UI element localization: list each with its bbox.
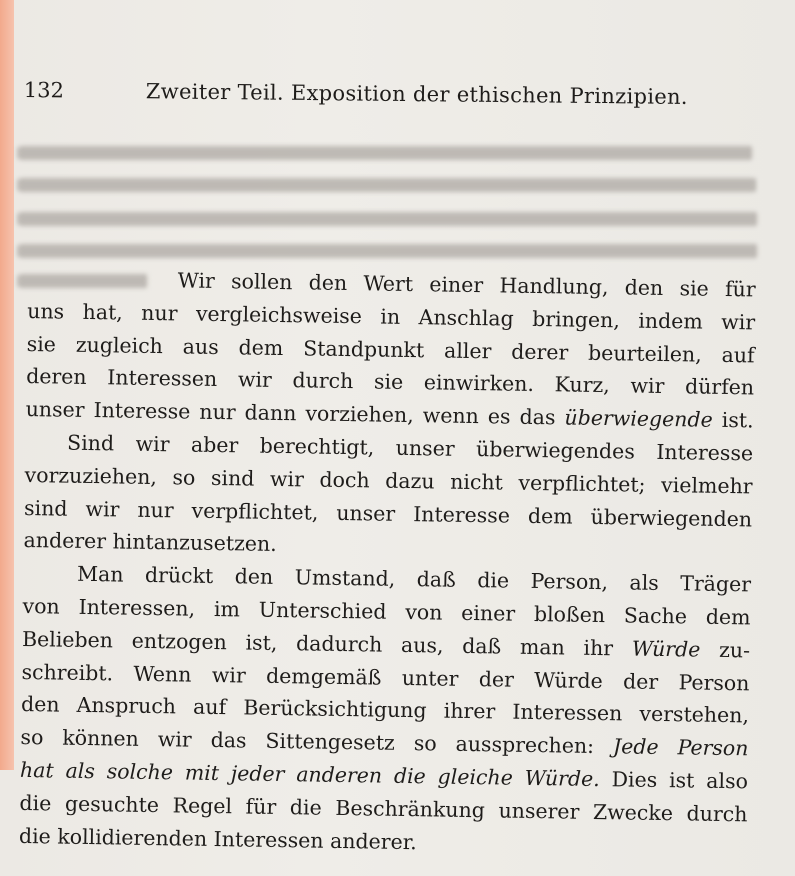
emphasis: Würde	[631, 636, 701, 662]
text-line: Belieben entzogen ist, dadurch aus, daß man ihr Würde zu-	[21, 626, 751, 663]
text-line: schreibt. Wenn wir demgemäß unter der Würde der Person	[21, 659, 750, 695]
paragraph-2	[23, 426, 753, 569]
text-line: die gesuchte Regel für die Beschränkung unserer Zwecke durch	[19, 790, 748, 827]
paragraph-1	[25, 262, 755, 437]
emphasis: Jede Person	[612, 734, 749, 761]
paragraph-3	[19, 557, 752, 864]
text-line: so können wir das Sittengesetz so aussprechen: Jede Person	[20, 725, 749, 761]
text-line: deren Interessen wir durch sie einwirken. Kurz, wir dürfen	[26, 364, 755, 400]
text-line: den Anspruch auf Berücksichtigung ihrer Interessen verstehen,	[20, 692, 750, 728]
body-text	[19, 262, 756, 864]
page-edge-highlight	[0, 0, 14, 770]
text-line: Sind wir aber berechtigt, unser überwiegendes Interesse	[66, 430, 754, 466]
running-head: Zweiter Teil. Exposition der ethischen Prinzipien.	[145, 79, 688, 109]
page-header	[24, 78, 764, 120]
blurred-line	[18, 146, 753, 160]
text-line: von Interessen, im Unterschied von einer bloßen Sache dem	[22, 593, 751, 630]
text-line: vorzuziehen, so sind wir doch dazu nicht verpflichtet; vielmehr	[24, 462, 753, 499]
text-line: hat als solche mit jeder anderen die gleiche Würde. Dies ist also	[19, 757, 749, 794]
text-line: unser Interesse nur dann vorziehen, wenn es das überwiegende ist.	[25, 397, 754, 433]
text-line: Wir sollen den Wert einer Handlung, den sie für	[177, 268, 756, 302]
text-line: anderer hintanzusetzen.	[23, 528, 277, 557]
blurred-line	[18, 212, 758, 226]
text-line: sie zugleich aus dem Standpunkt aller derer beurteilen, auf	[26, 331, 755, 368]
text-line: sind wir nur verpflichtet, unser Interesse dem überwiegenden	[23, 495, 753, 531]
text-line: uns hat, nur vergleichsweise in Anschlag bringen, indem wir	[27, 298, 756, 335]
emphasis: hat als solche mit jeder anderen die gleiche Würde.	[19, 757, 600, 791]
text-line: Man drückt den Umstand, daß die Person, als Träger	[76, 561, 752, 597]
text-line: die kollidierenden Interessen anderer.	[18, 823, 417, 854]
blurred-line	[18, 178, 756, 192]
emphasis: überwiegende	[564, 405, 713, 432]
page-number: 132	[23, 78, 65, 103]
blurred-line	[18, 244, 758, 258]
